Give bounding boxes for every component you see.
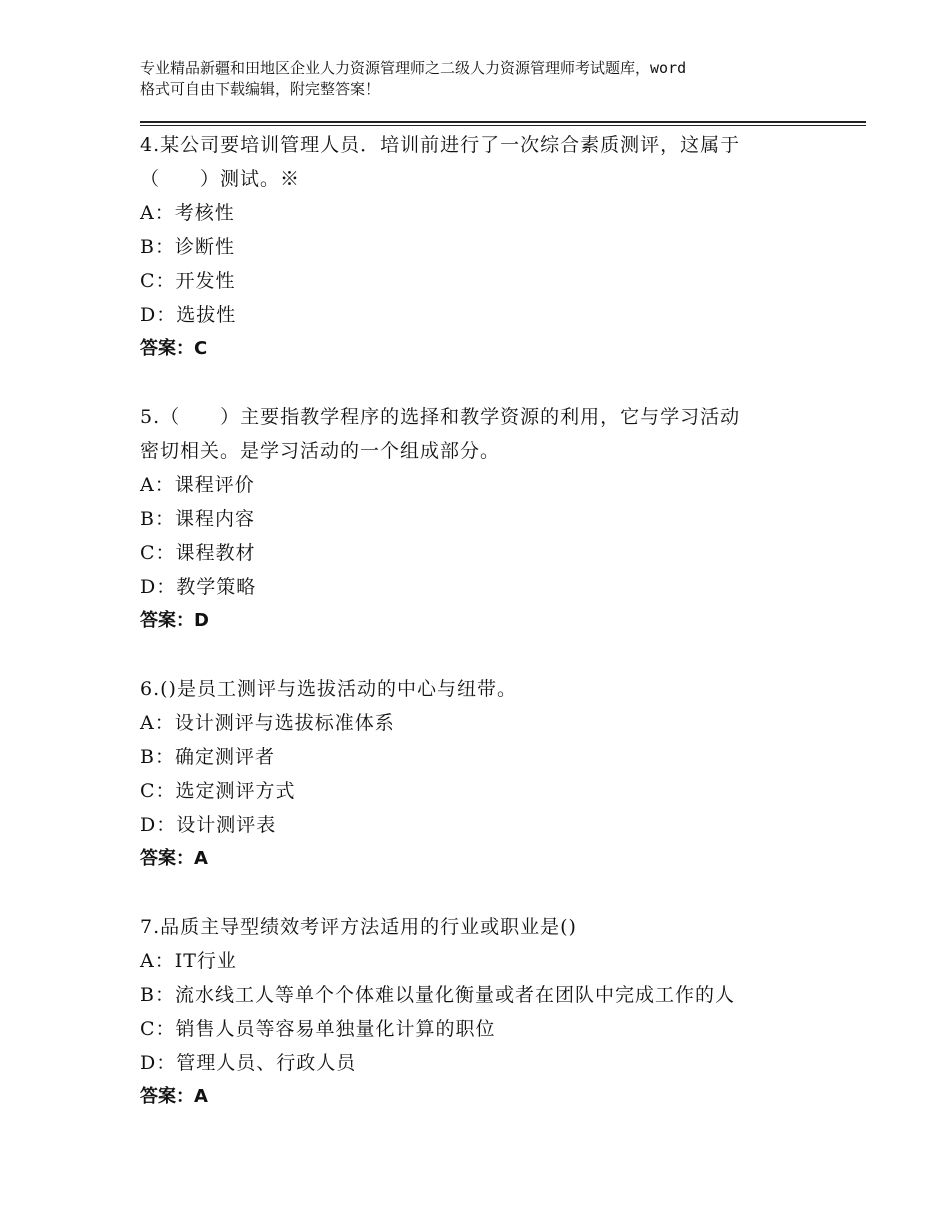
header-rule-thick <box>140 121 866 123</box>
option-b: B：诊断性 <box>140 236 235 258</box>
header-title-line-1: 专业精品新疆和田地区企业人力资源管理师之二级人力资源管理师考试题库，word <box>140 59 687 77</box>
question-5 <box>140 400 860 638</box>
header-title-line-2: 格式可自由下载编辑，附完整答案！ <box>140 80 381 98</box>
option-d: D：设计测评表 <box>140 814 277 836</box>
question-text: （ ）测试。※ <box>140 168 301 190</box>
option-c: C：课程教材 <box>140 542 256 564</box>
question-text: 7.品质主导型绩效考评方法适用的行业或职业是() <box>140 916 577 938</box>
question-spacer <box>140 366 860 400</box>
header-rule-thin <box>140 125 866 126</box>
question-spacer <box>140 876 860 910</box>
option-d: D：管理人员、行政人员 <box>140 1052 357 1074</box>
question-text: 4.某公司要培训管理人员．培训前进行了一次综合素质测评，这属于 <box>140 134 741 156</box>
question-4 <box>140 128 860 366</box>
question-text: 6.()是员工测评与选拔活动的中心与纽带。 <box>140 678 517 700</box>
option-a: A：IT行业 <box>140 950 237 972</box>
question-text: 5.（ ）主要指教学程序的选择和教学资源的利用，它与学习活动 <box>140 406 741 428</box>
option-a: A：设计测评与选拔标准体系 <box>140 712 395 734</box>
answer-line: 答案：C <box>140 338 208 359</box>
option-b: B：课程内容 <box>140 508 255 530</box>
question-spacer <box>140 638 860 672</box>
option-c: C：销售人员等容易单独量化计算的职位 <box>140 1018 496 1040</box>
option-c: C：开发性 <box>140 270 236 292</box>
page-header <box>140 58 840 100</box>
option-b: B：确定测评者 <box>140 746 275 768</box>
option-c: C：选定测评方式 <box>140 780 296 802</box>
question-text: 密切相关。是学习活动的一个组成部分。 <box>140 440 501 462</box>
question-list <box>140 128 860 1114</box>
option-a: A：考核性 <box>140 202 235 224</box>
answer-line: 答案：D <box>140 610 209 631</box>
answer-line: 答案：A <box>140 848 208 869</box>
question-7 <box>140 910 860 1114</box>
option-d: D：教学策略 <box>140 576 257 598</box>
option-a: A：课程评价 <box>140 474 255 496</box>
option-d: D：选拔性 <box>140 304 237 326</box>
question-6 <box>140 672 860 876</box>
option-b: B：流水线工人等单个个体难以量化衡量或者在团队中完成工作的人 <box>140 984 735 1006</box>
answer-line: 答案：A <box>140 1086 208 1107</box>
